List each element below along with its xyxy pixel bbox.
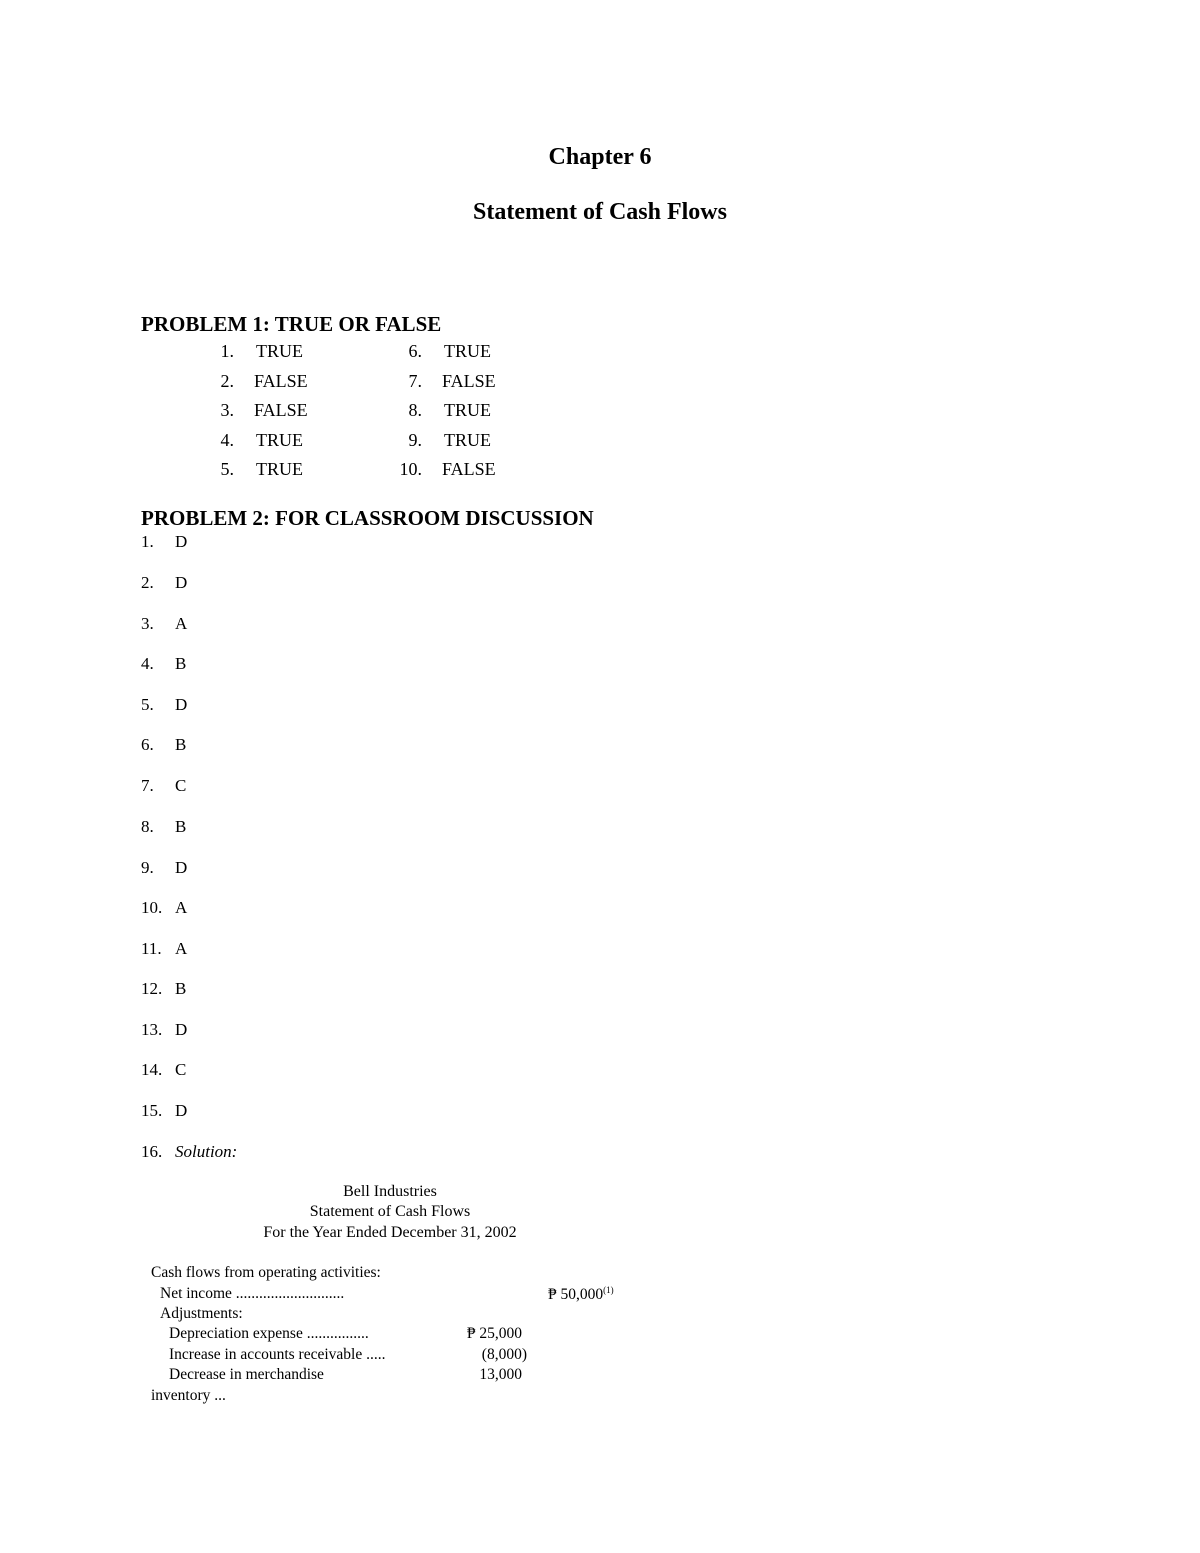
list-item: 14. C (141, 1060, 187, 1079)
statement-period: For the Year Ended December 31, 2002 (263, 1224, 517, 1241)
list-item: 9. D (141, 858, 188, 877)
problem2-heading: PROBLEM 2: FOR CLASSROOM DISCUSSION (141, 506, 594, 530)
chapter-title: Chapter 6 (548, 144, 652, 170)
inventory-value: 13,000 (479, 1366, 522, 1383)
net-income-label: Net income ............................ (160, 1285, 345, 1302)
list-item: 1. D (141, 532, 188, 551)
inventory-label: Decrease in merchandise (169, 1366, 324, 1383)
list-item: 12. B (141, 979, 187, 998)
list-item: 8. B (141, 817, 187, 836)
net-income-value: ₱ 50,000$^{(1)}$ (548, 1285, 614, 1304)
list-item: 5. D (141, 695, 188, 714)
list-item: 10. A (141, 898, 188, 917)
operating-activities-header: Cash flows from operating activities: (151, 1264, 381, 1281)
statement-title: Statement of Cash Flows (309, 1203, 471, 1220)
depreciation-label: Depreciation expense ................ (169, 1325, 369, 1342)
accounts-receivable-value: (8,000) (481, 1346, 527, 1363)
list-item: 4. B (141, 654, 187, 673)
problem1-heading: PROBLEM 1: TRUE OR FALSE (141, 312, 442, 336)
list-item: 6. B (141, 735, 187, 754)
adjustments-label: Adjustments: (160, 1305, 243, 1322)
list-item: 13. D (141, 1020, 188, 1039)
list-item: 11. A (141, 939, 188, 958)
inventory-label-cont: inventory ... (151, 1387, 226, 1404)
accounts-receivable-label: Increase in accounts receivable ..... (169, 1346, 386, 1363)
list-item: 3. A (141, 614, 188, 633)
chapter-subtitle: Statement of Cash Flows (473, 199, 727, 225)
statement-company: Bell Industries (343, 1183, 437, 1200)
depreciation-value: ₱ 25,000 (466, 1325, 522, 1342)
footnote-ref: (1) (603, 1285, 614, 1295)
list-item: 15. D (141, 1101, 188, 1120)
list-item: 16. Solution: (141, 1142, 238, 1161)
list-item: 2. D (141, 573, 188, 592)
list-item: 7. C (141, 776, 187, 795)
